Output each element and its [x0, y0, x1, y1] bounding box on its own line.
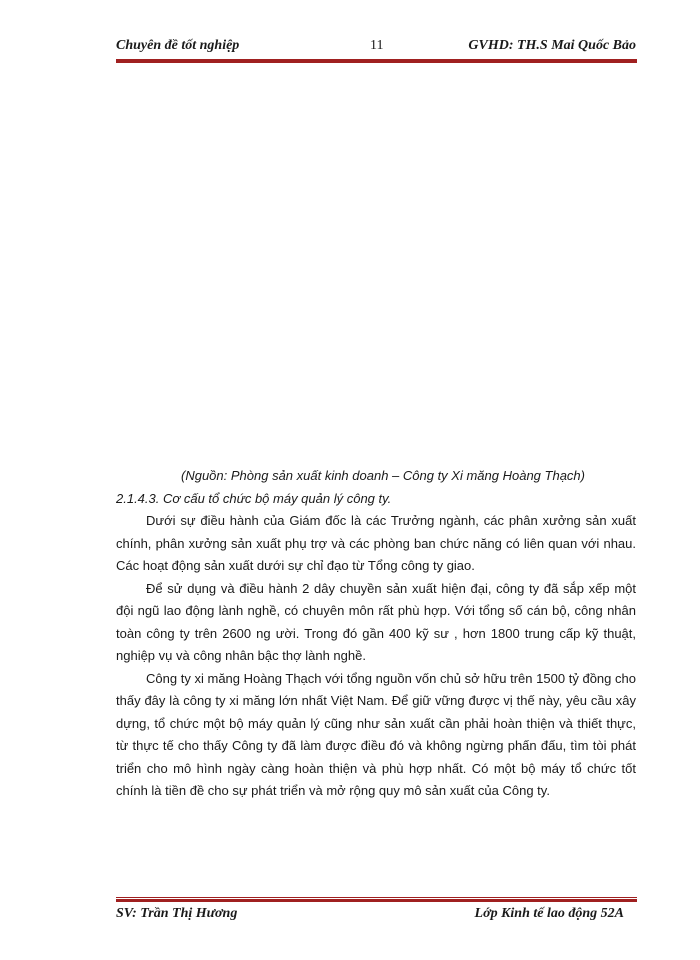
footer-rule: [116, 897, 637, 902]
header-advisor: GVHD: TH.S Mai Quốc Bảo: [468, 38, 636, 53]
page-number: 11: [370, 38, 384, 53]
section-heading: 2.1.4.3. Cơ cấu tổ chức bộ máy quản lý công ty.: [116, 490, 392, 506]
paragraph: Công ty xi măng Hoàng Thạch với tổng nguồn vốn chủ sở hữu trên 1500 tỷ đồng cho thấy đây là công ty xi măng lớn nhất Việt Nam. Để giữ vững được vị thế này, yêu cầu xây dựng, tổ chức một bộ máy quản lý cũng như sản xuất cần phải hoàn thiện và thiết thực, từ thực tế cho thấy Công ty đã làm được điều đó và không ngừng phấn đấu, tìm tòi phát triển cho mô hình ngày càng hoàn thiện và phù hợp nhất. Có một bộ máy tổ chức tốt chính là tiền đề cho sự phát triển và mở rộng quy mô sản xuất của Công ty.: [116, 670, 636, 798]
footer-student: SV: Trần Thị Hương: [116, 906, 238, 921]
header-title: Chuyên đề tốt nghiệp: [116, 38, 240, 53]
page-footer: [116, 906, 636, 926]
page-content: [116, 465, 636, 803]
page-header: [116, 38, 636, 58]
footer-class: Lớp Kinh tế lao động 52A: [474, 906, 624, 921]
paragraph: Để sử dụng và điều hành 2 dây chuyền sản xuất hiện đại, công ty đã sắp xếp một đội ngũ lao động lành nghề, có chuyên môn rất phù hợp. Với tổng số cán bộ, công nhân toàn công ty trên 2600 ng ười. Trong đó gần 400 kỹ sư , hơn 1800 trung cấp kỹ thuật, nghiệp vụ và công nhân bậc thợ lành nghề.: [116, 580, 636, 663]
paragraph: Dưới sự điều hành của Giám đốc là các Trưởng ngành, các phân xưởng sản xuất chính, phân xưởng sản xuất phụ trợ và các phòng ban chức năng có liên quan với nhau. Các hoạt động sản xuất dưới sự chỉ đạo từ Tổng công ty giao.: [116, 513, 636, 573]
source-note: (Nguồn: Phòng sản xuất kinh doanh – Công ty Xi măng Hoàng Thạch): [181, 468, 585, 483]
header-rule: [116, 59, 637, 63]
